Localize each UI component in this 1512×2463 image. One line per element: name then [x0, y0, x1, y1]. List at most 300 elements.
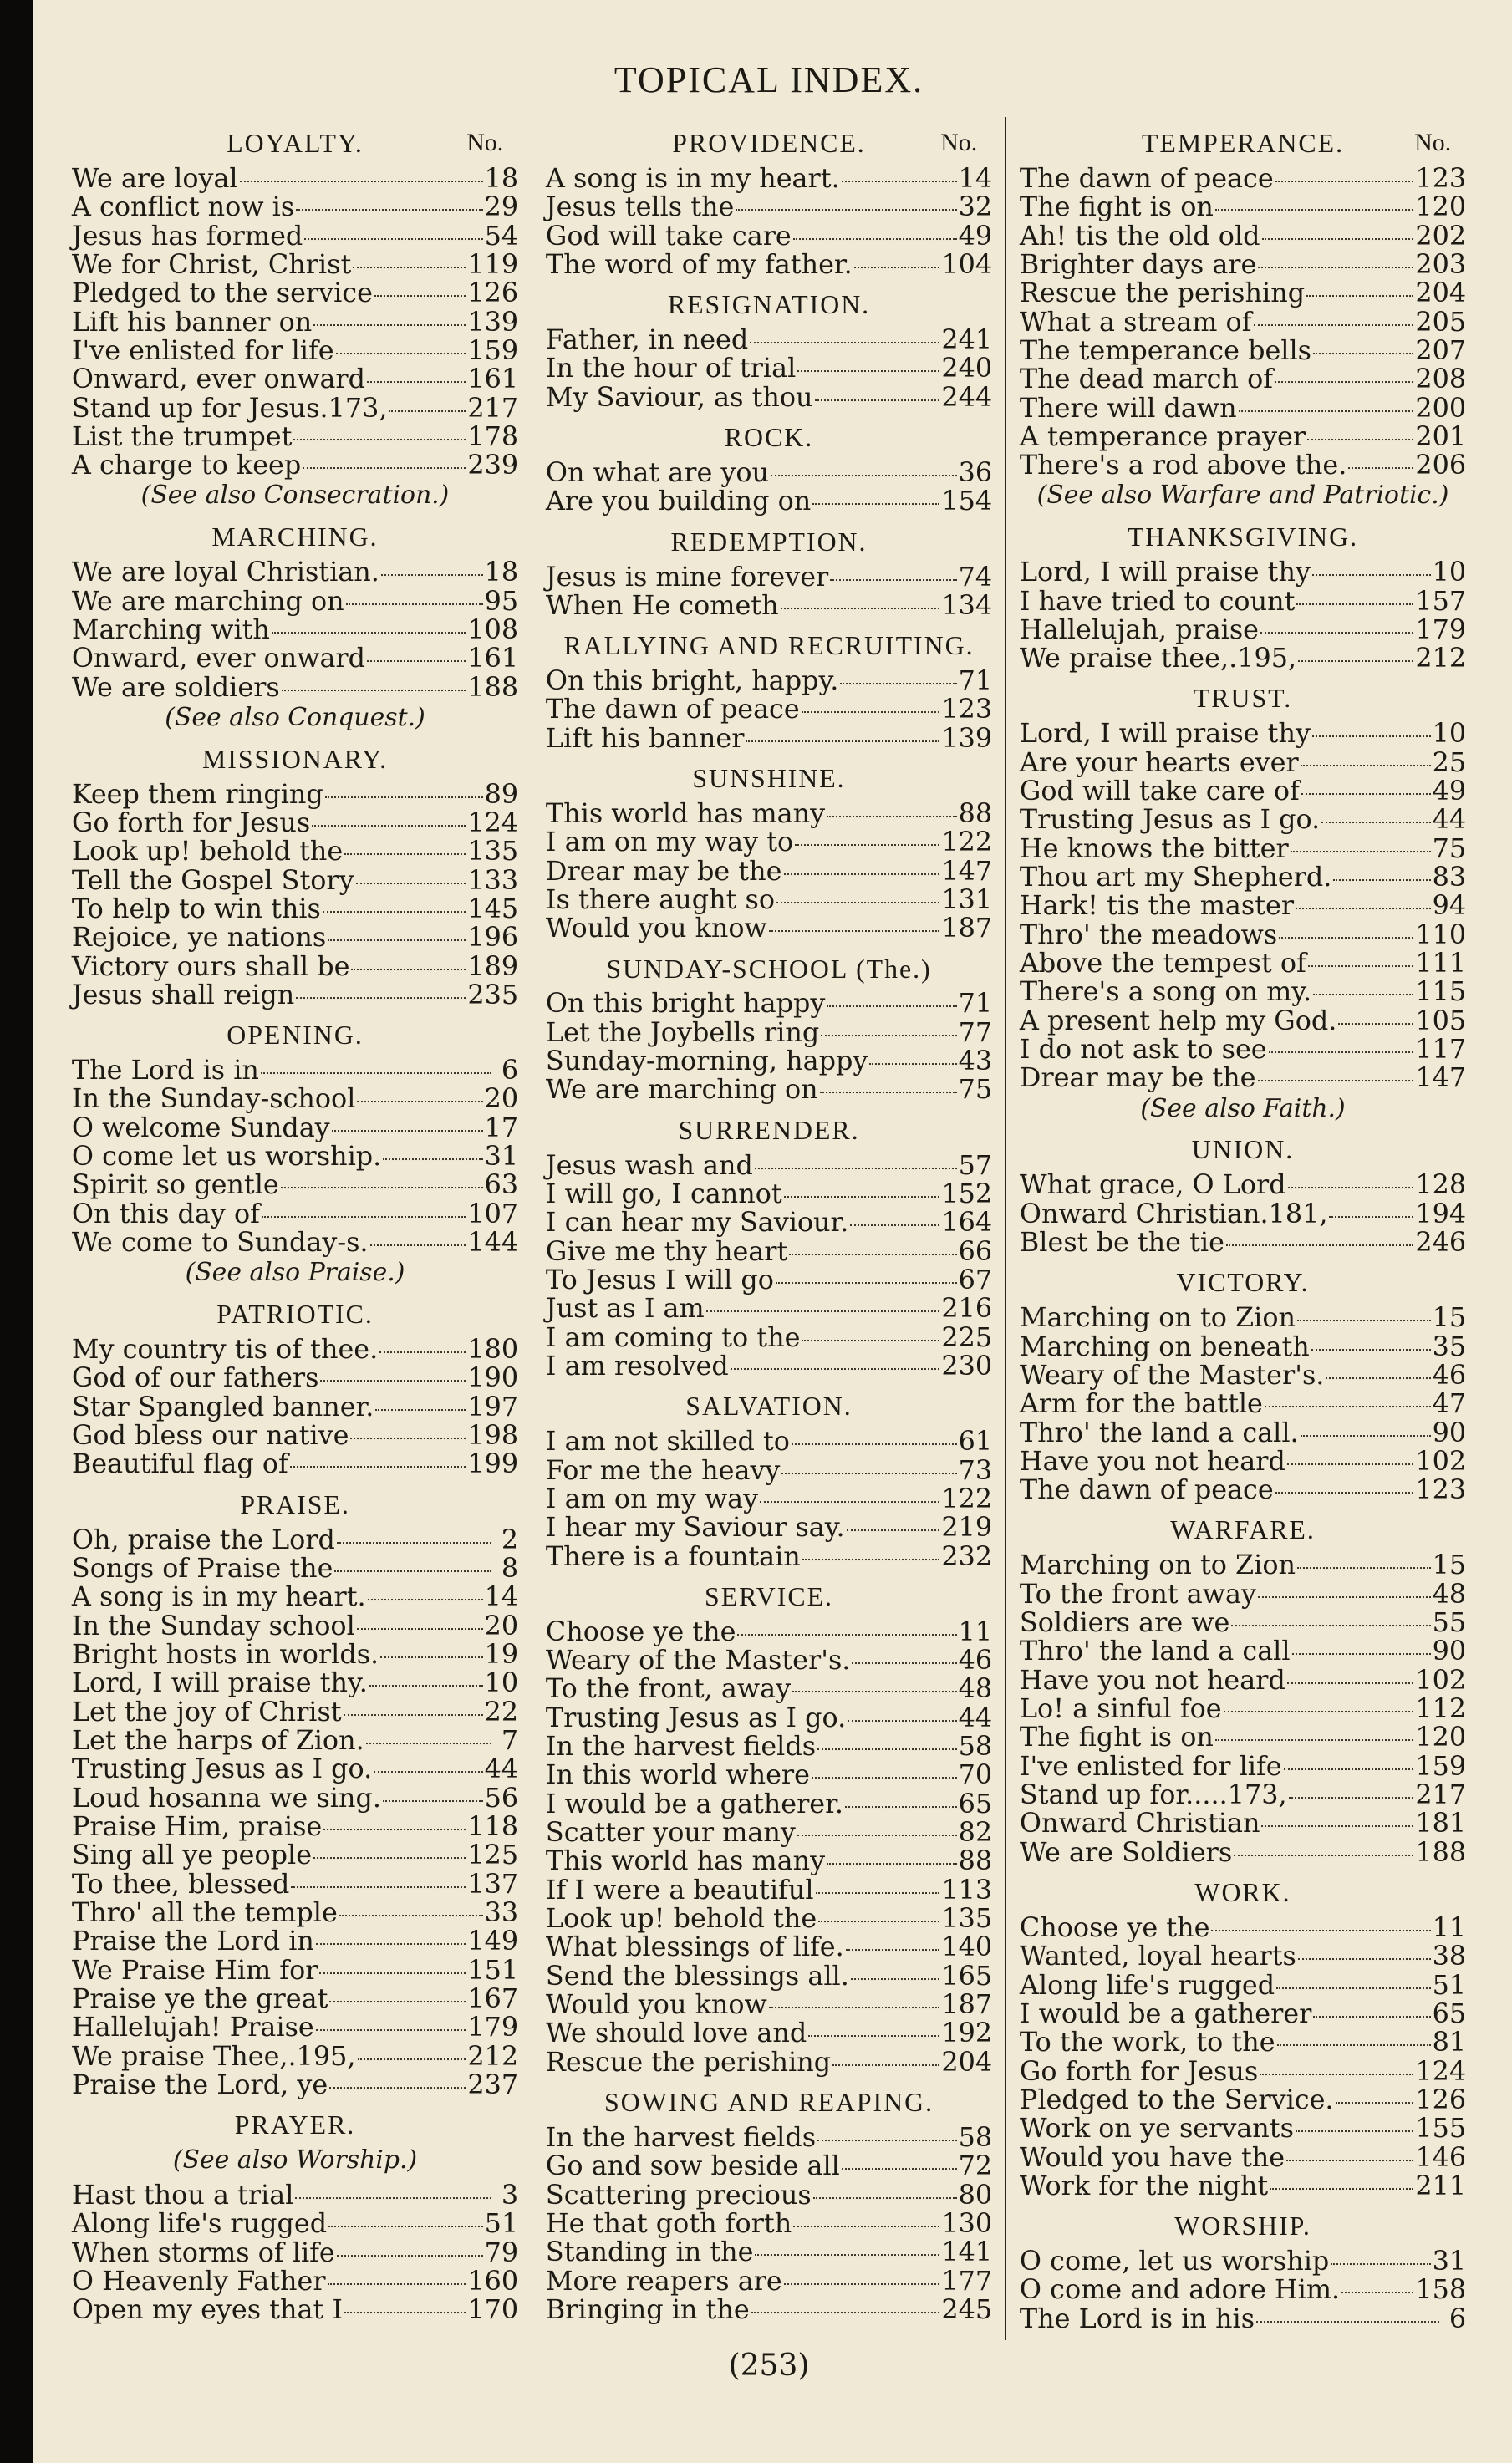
entry-title: Just as I am — [545, 1292, 705, 1325]
hymn-number: 48 — [1432, 1577, 1467, 1610]
dot-leader — [1333, 871, 1430, 881]
section-heading-text: SALVATION. — [685, 1392, 853, 1422]
index-entry — [1019, 1663, 1467, 1696]
section-heading-text: ROCK. — [724, 423, 814, 452]
hymn-number: 203 — [1415, 247, 1467, 280]
index-entry — [1019, 2273, 1467, 2306]
dot-leader — [329, 1992, 466, 2002]
entry-title: Thro' all the temple — [71, 1896, 338, 1928]
entry-title: A temperance prayer — [1019, 420, 1306, 452]
index-entry — [1019, 2140, 1467, 2173]
hymn-number: 244 — [941, 380, 993, 413]
index-entry — [72, 192, 518, 221]
hymn-number: 19 — [484, 1637, 519, 1670]
section-heading-text: PRAYER. — [234, 2110, 356, 2140]
dot-leader — [842, 2160, 957, 2170]
entry-title: The fight is on — [1019, 191, 1214, 223]
entry-title: Thro' the land a call. — [1019, 1416, 1299, 1448]
entry-title: Tell the Gospel Story — [71, 863, 354, 896]
entry-title: God will take care of — [1019, 775, 1300, 807]
index-entry — [71, 670, 519, 703]
entry-title: Lord, I will praise thy — [1019, 717, 1311, 750]
dot-leader — [784, 1188, 940, 1198]
hymn-number: 165 — [941, 1959, 993, 1992]
index-entry — [546, 1904, 992, 1932]
dot-leader — [797, 1826, 957, 1836]
entry-title: Bringing in the — [545, 2293, 750, 2325]
entry-title: Are you building on — [545, 485, 812, 517]
entry-title: Lord, I will praise thy. — [71, 1667, 368, 1699]
dot-leader — [792, 1682, 957, 1692]
entry-title: In this world where — [545, 1758, 810, 1791]
index-entry — [71, 835, 519, 868]
dot-leader — [1270, 2180, 1413, 2190]
dot-leader — [751, 2303, 940, 2313]
dot-leader — [367, 652, 466, 662]
index-entry — [545, 1511, 993, 1544]
dot-leader — [776, 1274, 957, 1284]
index-page — [50, 0, 1488, 2463]
hymn-number: 208 — [1415, 363, 1467, 395]
hymn-number: 15 — [1432, 1301, 1467, 1334]
entry-title: Beautiful flag of — [71, 1448, 288, 1480]
dot-leader — [789, 1245, 956, 1255]
dot-leader — [760, 1493, 939, 1503]
dot-leader — [291, 1878, 466, 1888]
entry-title: Father, in need — [545, 323, 749, 356]
hymn-number: 58 — [958, 2120, 993, 2153]
hymn-number: 15 — [1432, 1549, 1467, 1581]
hymn-number: 31 — [1432, 2245, 1467, 2277]
dot-leader — [351, 960, 466, 970]
entry-title: We are loyal — [71, 161, 238, 194]
index-entry — [71, 391, 519, 424]
dot-leader — [852, 1654, 956, 1664]
hymn-number: 20 — [484, 1609, 519, 1641]
entry-title: Choose ye the — [545, 1615, 736, 1647]
entry-title: Praise Him, praise — [71, 1809, 323, 1842]
dot-leader — [240, 172, 483, 182]
dot-leader — [357, 1620, 483, 1630]
hymn-number: 140 — [941, 1931, 993, 1963]
entry-title: Work for the night — [1019, 2169, 1269, 2201]
index-entry — [545, 1073, 993, 1106]
dot-leader — [802, 1331, 939, 1341]
hymn-number: 80 — [958, 2178, 993, 2211]
dot-leader — [812, 1768, 957, 1779]
dot-leader — [374, 287, 466, 297]
dot-leader — [304, 230, 482, 240]
hymn-number: 115 — [1415, 975, 1467, 1008]
hymn-number: 237 — [467, 2068, 519, 2100]
entry-title: Arm for the battle — [1019, 1387, 1263, 1420]
hymn-number: 35 — [1432, 1330, 1467, 1362]
entry-title: Songs of Praise the — [71, 1551, 333, 1584]
index-entry — [71, 1168, 519, 1201]
hymn-number: 158 — [1415, 2273, 1467, 2306]
hymn-number: 67 — [958, 1263, 993, 1295]
index-entry — [1020, 644, 1466, 672]
entry-title: What blessings of life. — [545, 1931, 844, 1963]
index-entry — [72, 1984, 518, 2013]
hymn-number: 43 — [958, 1045, 993, 1077]
section-heading — [546, 129, 992, 159]
dot-leader — [344, 845, 466, 855]
see-also-note: (See also Worship.) — [172, 2145, 418, 2175]
dot-leader — [303, 459, 466, 469]
section-heading-text: PRAISE. — [240, 1489, 350, 1519]
section-heading — [546, 527, 992, 557]
section-heading — [546, 423, 992, 453]
entry-title: To the work, to the — [1019, 2026, 1275, 2058]
index-entry — [1020, 192, 1466, 221]
entry-title: I would be a gatherer — [1019, 1997, 1312, 2029]
dot-leader — [1258, 258, 1413, 268]
index-entry — [71, 1551, 519, 1584]
section-heading — [1020, 1135, 1466, 1165]
hymn-number: 83 — [1432, 861, 1467, 893]
entry-title: Star Spangled banner. — [71, 1390, 374, 1422]
index-entry — [71, 584, 519, 617]
hymn-number: 72 — [958, 2150, 993, 2182]
hymn-number: 181 — [1415, 1807, 1467, 1840]
hymn-number: 49 — [958, 219, 993, 252]
dot-leader — [1313, 344, 1413, 354]
section-heading — [1020, 522, 1466, 552]
dot-leader — [337, 1534, 491, 1544]
index-entry — [546, 562, 992, 591]
entry-title: Go forth for Jesus — [1019, 2054, 1259, 2087]
entry-title: I am on my way — [545, 1482, 759, 1514]
index-entry — [545, 1206, 993, 1239]
entry-title: Go and sow beside all — [545, 2150, 840, 2182]
dot-leader — [1269, 1043, 1414, 1053]
hymn-number: 239 — [467, 449, 519, 481]
hymn-number: 82 — [958, 1816, 993, 1849]
dot-leader — [1313, 985, 1413, 995]
dot-leader — [1313, 2008, 1430, 2018]
entry-title: What a stream of — [1019, 305, 1252, 338]
hymn-number: 120 — [1415, 1721, 1467, 1753]
dot-leader — [1224, 1702, 1414, 1712]
index-entry — [545, 1425, 993, 1458]
index-entry — [545, 588, 993, 621]
index-entry — [71, 2039, 519, 2072]
hymn-number: 206 — [1415, 449, 1467, 481]
hymn-number: 131 — [941, 883, 993, 915]
dot-leader — [379, 1343, 466, 1353]
entry-title: For me the heavy — [545, 1453, 781, 1486]
dot-leader — [323, 903, 466, 913]
index-entry — [545, 854, 993, 887]
dot-leader — [1296, 2122, 1413, 2132]
hymn-number: 134 — [941, 588, 993, 621]
index-entry — [71, 1140, 519, 1173]
dot-leader — [816, 1884, 940, 1894]
entry-title: We are marching on — [545, 1073, 818, 1106]
index-entry — [72, 980, 518, 1009]
hymn-number: 110 — [1415, 918, 1467, 950]
hymn-number: 70 — [958, 1758, 993, 1791]
hymn-number: 7 — [501, 1723, 519, 1756]
entry-title: Keep them ringing — [71, 777, 323, 810]
entry-title: Sunday-morning, happy — [545, 1045, 868, 1077]
index-entry — [71, 1333, 519, 1366]
dot-leader — [316, 1935, 466, 1945]
hymn-number: 217 — [1415, 1779, 1467, 1811]
entry-title: O come let us worship. — [71, 1140, 382, 1173]
index-entry — [71, 1781, 519, 1814]
hymn-number: 219 — [941, 1511, 993, 1544]
hymn-number: 77 — [958, 1015, 993, 1048]
hymn-number: 204 — [1415, 277, 1467, 309]
index-entry — [1019, 947, 1467, 980]
dot-leader — [854, 258, 940, 268]
dot-leader — [296, 201, 482, 211]
entry-title: Jesus has formed — [71, 219, 303, 252]
hymn-number: 139 — [941, 721, 993, 754]
index-entry — [546, 1351, 992, 1380]
dot-leader — [1254, 316, 1414, 326]
section-heading — [72, 522, 518, 552]
section-heading — [1020, 684, 1466, 714]
entry-title: The fight is on — [1019, 1721, 1214, 1753]
index-entry — [545, 796, 993, 829]
dot-leader — [1336, 2094, 1414, 2104]
dot-leader — [313, 1849, 466, 1859]
index-entry — [546, 1703, 992, 1732]
dot-leader — [1307, 430, 1413, 440]
section-heading — [546, 1582, 992, 1612]
hymn-number: 55 — [1432, 1606, 1467, 1639]
index-entry — [545, 1644, 993, 1677]
dot-leader — [850, 1216, 939, 1226]
hymn-number: 154 — [941, 485, 993, 517]
dot-leader — [1301, 785, 1431, 795]
entry-title: To the front away — [1019, 1577, 1256, 1610]
hymn-number: 88 — [958, 796, 993, 829]
index-entry — [71, 921, 519, 954]
dot-leader — [1215, 201, 1413, 211]
hymn-number: 90 — [1432, 1416, 1467, 1448]
section-heading-text: LOYALTY. — [227, 128, 364, 158]
section-heading-text: RESIGNATION. — [667, 290, 871, 320]
dot-leader — [375, 1401, 466, 1411]
entry-title: A conflict now is — [71, 191, 295, 223]
index-entry — [545, 1987, 993, 2020]
see-also-note: (See also Consecration.) — [140, 481, 450, 511]
index-entry — [546, 1789, 992, 1818]
index-entry — [71, 1637, 519, 1670]
index-entry — [1020, 557, 1466, 586]
hymn-number: 48 — [958, 1672, 993, 1705]
index-entry — [72, 1697, 518, 1726]
dot-leader — [827, 998, 956, 1008]
index-entry — [1020, 1199, 1466, 1228]
entry-title: Onward Christian.181, — [1019, 1197, 1328, 1229]
entry-title: Have you not heard — [1019, 1663, 1285, 1696]
dot-leader — [812, 495, 939, 505]
entry-title: To help to win this — [71, 892, 321, 924]
index-entry — [546, 913, 992, 942]
index-entry — [1020, 920, 1466, 949]
entry-title: I hear my Saviour say. — [545, 1511, 845, 1544]
hymn-number: 102 — [1415, 1444, 1467, 1477]
section-heading-text: SOWING AND REAPING. — [603, 2087, 934, 2117]
entry-title: The dawn of peace — [545, 693, 800, 725]
section-heading-text: PATRIOTIC. — [216, 1300, 374, 1330]
dot-leader — [374, 1763, 482, 1773]
hymn-number: 167 — [467, 1982, 519, 2014]
dot-leader — [802, 703, 940, 713]
entry-title: Praise ye the great — [71, 1982, 328, 2014]
dot-leader — [332, 1122, 483, 1132]
entry-title: More reapers are — [545, 2264, 782, 2297]
index-entry — [546, 2237, 992, 2266]
hymn-number: 161 — [467, 642, 519, 674]
dot-leader — [1276, 1979, 1431, 1989]
entry-title: A song is in my heart. — [545, 161, 840, 194]
dot-leader — [818, 1912, 939, 1922]
hymn-number: 180 — [467, 1333, 519, 1366]
hymn-number: 144 — [467, 1226, 519, 1259]
index-entry — [1020, 1999, 1466, 2028]
entry-title: If I were a beautiful — [545, 1873, 814, 1906]
hymn-number: 155 — [1415, 2112, 1467, 2145]
dot-leader — [851, 1970, 940, 1980]
index-entry — [72, 1363, 518, 1392]
entry-title: Drear may be the — [1019, 1061, 1256, 1094]
index-entry — [1020, 1780, 1466, 1809]
entry-title: Lord, I will praise thy — [1019, 556, 1311, 588]
entry-title: I would be a gatherer. — [545, 1787, 843, 1819]
index-entry — [545, 2120, 993, 2153]
hymn-number: 125 — [467, 1839, 519, 1871]
index-entry — [1019, 1387, 1467, 1420]
entry-title: Standing in the — [545, 2236, 754, 2268]
hymn-number: 170 — [467, 2293, 519, 2326]
index-entry — [546, 2151, 992, 2180]
index-entry — [72, 1898, 518, 1926]
hymn-number: 102 — [1415, 1663, 1467, 1696]
section-heading — [72, 745, 518, 775]
dot-leader — [840, 674, 956, 684]
dot-leader — [1260, 2065, 1413, 2075]
dot-leader — [381, 566, 483, 576]
hymn-number: 95 — [484, 584, 519, 617]
entry-title: Would you know — [545, 912, 767, 944]
hymn-number: 147 — [1415, 1061, 1467, 1094]
dot-leader — [366, 1734, 492, 1744]
index-entry — [71, 1723, 519, 1756]
dot-leader — [334, 1562, 491, 1572]
entry-title: When storms of life — [71, 2236, 335, 2268]
section-heading-text: SUNDAY-SCHOOL (The.) — [606, 954, 932, 984]
index-entry — [546, 486, 992, 515]
dot-leader — [792, 1435, 957, 1445]
hymn-number: 38 — [1432, 1940, 1467, 1972]
hymn-number: 246 — [1415, 1226, 1467, 1259]
entry-title: I am on my way to — [545, 826, 794, 858]
dot-leader — [842, 172, 957, 182]
index-entry — [1020, 748, 1466, 776]
dot-leader — [706, 1302, 940, 1312]
hymn-number: 187 — [941, 1987, 993, 2020]
dot-leader — [383, 1792, 483, 1802]
entry-title: In the Sunday school — [71, 1609, 355, 1641]
entry-title: In the harvest fields — [545, 1730, 817, 1763]
section-heading-text: WORK. — [1194, 1877, 1291, 1907]
hymn-number: 207 — [1415, 333, 1467, 366]
entry-title: In the hour of trial — [545, 352, 797, 384]
index-entry — [546, 1760, 992, 1789]
dot-leader — [869, 1055, 956, 1065]
section-heading — [72, 1020, 518, 1051]
index-entry — [546, 325, 992, 354]
index-entry — [72, 1199, 518, 1228]
dot-leader — [353, 258, 466, 268]
index-column — [1005, 117, 1479, 2340]
entry-title: The dawn of peace — [1019, 1473, 1274, 1506]
index-entry — [545, 2206, 993, 2239]
hymn-number: 44 — [958, 1701, 993, 1733]
dot-leader — [755, 2246, 939, 2256]
section-heading-text: SUNSHINE. — [692, 763, 846, 793]
dot-leader — [737, 1626, 956, 1636]
hymn-number: 159 — [467, 333, 519, 366]
entry-title: Let the joy of Christ — [71, 1695, 342, 1728]
dot-leader — [1308, 957, 1414, 967]
hymn-number: 75 — [958, 1073, 993, 1106]
dot-leader — [1326, 1369, 1430, 1379]
section-heading — [546, 290, 992, 320]
section-heading — [546, 1116, 992, 1146]
hymn-number: 71 — [958, 664, 993, 697]
hymn-number: 113 — [941, 1873, 993, 1906]
dot-leader — [320, 1371, 466, 1382]
hymn-number: 44 — [1432, 803, 1467, 836]
hymn-number: 230 — [941, 1349, 993, 1382]
entry-title: Scatter your many — [545, 1816, 796, 1849]
hymn-number: 188 — [467, 670, 519, 703]
hymn-number: 128 — [1415, 1168, 1467, 1201]
entry-title: The Lord is in his — [1019, 2302, 1255, 2334]
hymn-number: 6 — [1448, 2302, 1467, 2334]
index-entry — [545, 380, 993, 413]
index-entry — [546, 1265, 992, 1294]
index-entry — [1020, 278, 1466, 307]
hymn-number: 202 — [1415, 219, 1467, 252]
entry-title: Along life's rugged — [1019, 1968, 1275, 2001]
dot-leader — [827, 807, 956, 817]
hymn-number: 147 — [941, 854, 993, 887]
entry-title: Lift his banner on — [71, 305, 313, 338]
section-heading — [72, 129, 518, 159]
hymn-number: 123 — [941, 693, 993, 725]
index-column — [532, 117, 1005, 2340]
index-entry — [71, 777, 519, 810]
hymn-number: 14 — [958, 161, 993, 194]
hymn-number: 216 — [941, 1292, 993, 1325]
entry-title: Soldiers are we — [1019, 1606, 1230, 1639]
dot-leader — [1289, 1789, 1414, 1799]
dot-leader — [1277, 2036, 1431, 2046]
index-entry — [1019, 1301, 1467, 1334]
index-entry — [72, 615, 518, 644]
dot-leader — [1262, 230, 1414, 240]
dot-leader — [1297, 1311, 1431, 1321]
entry-title: Trusting Jesus as I go. — [1019, 803, 1321, 836]
